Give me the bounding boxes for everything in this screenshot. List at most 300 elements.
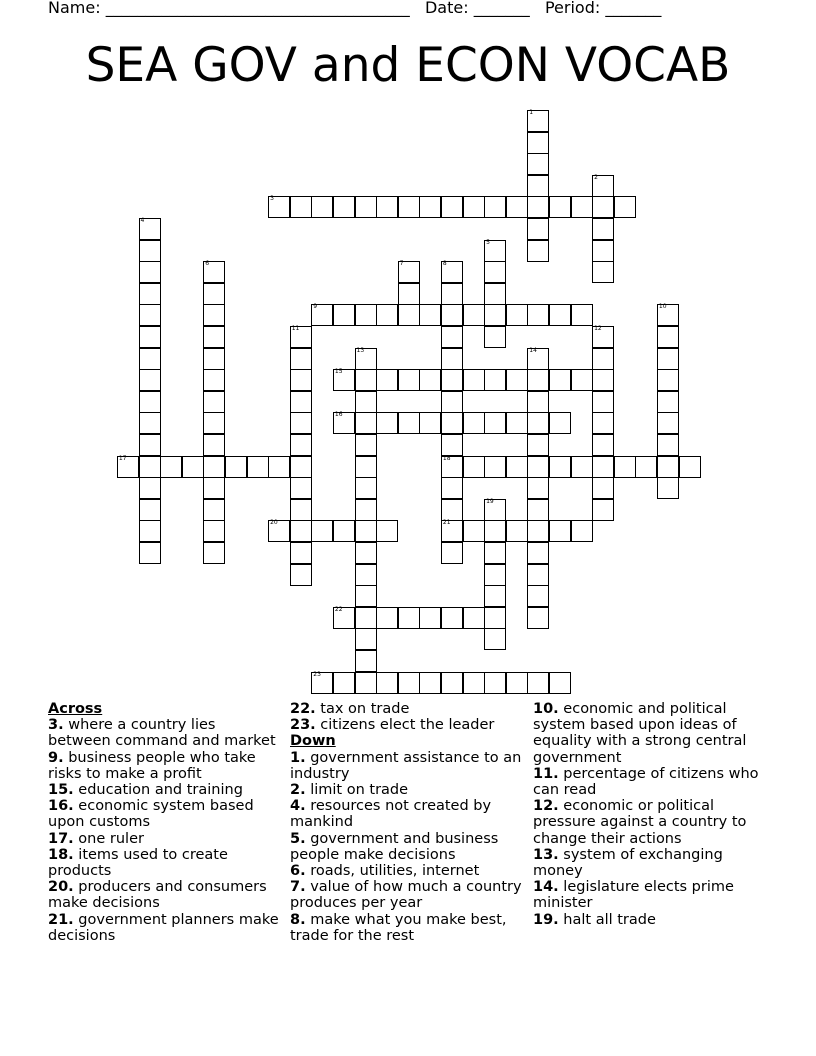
across-clue <box>48 879 280 911</box>
grid-cell[interactable] <box>333 304 355 326</box>
clue-number: 5. <box>290 830 306 847</box>
grid-cell[interactable] <box>484 499 506 521</box>
clue-text: make what you make best, trade for the rest <box>290 911 507 944</box>
grid-cell[interactable] <box>506 304 528 326</box>
grid-cell[interactable] <box>527 585 549 607</box>
grid-cell[interactable] <box>247 456 269 478</box>
grid-cell[interactable] <box>203 391 225 413</box>
grid-cell[interactable] <box>484 283 506 305</box>
grid-cell[interactable] <box>527 607 549 629</box>
grid-cell[interactable] <box>484 304 506 326</box>
grid-cell[interactable] <box>657 412 679 434</box>
grid-cell[interactable] <box>355 412 377 434</box>
grid-cell[interactable] <box>268 456 290 478</box>
grid-cell[interactable] <box>376 520 398 542</box>
grid-cell[interactable] <box>182 456 204 478</box>
grid-cell[interactable] <box>527 542 549 564</box>
down-heading: Down <box>290 733 336 750</box>
clue-text: resources not created by mankind <box>290 798 492 831</box>
grid-cell[interactable] <box>139 304 161 326</box>
grid-cell[interactable] <box>549 456 571 478</box>
grid-cell[interactable] <box>290 412 312 434</box>
clue-text: business people who take risks to make a profit <box>48 749 256 782</box>
grid-cell[interactable] <box>592 175 614 197</box>
across-clue <box>48 912 280 944</box>
grid-cell[interactable] <box>484 412 506 434</box>
grid-cell[interactable] <box>333 196 355 218</box>
date-blank[interactable]: _______ <box>473 0 530 17</box>
grid-cell[interactable] <box>527 564 549 586</box>
grid-cell[interactable] <box>290 542 312 564</box>
grid-cell[interactable] <box>463 607 485 629</box>
grid-cell[interactable] <box>139 434 161 456</box>
clue-number: 15. <box>48 782 74 799</box>
grid-cell[interactable] <box>376 607 398 629</box>
grid-cell[interactable] <box>527 412 549 434</box>
grid-cell[interactable] <box>355 434 377 456</box>
grid-cell[interactable] <box>355 585 377 607</box>
grid-cell[interactable] <box>463 412 485 434</box>
grid-cell[interactable] <box>398 196 420 218</box>
clue-number: 12. <box>533 798 559 815</box>
grid-cell[interactable] <box>441 391 463 413</box>
grid-cell[interactable] <box>419 369 441 391</box>
grid-cell[interactable] <box>376 412 398 434</box>
grid-cell[interactable] <box>355 564 377 586</box>
grid-cell[interactable] <box>139 520 161 542</box>
grid-cell[interactable] <box>376 672 398 694</box>
cell-number: 22 <box>334 605 343 613</box>
clue-number: 22. <box>290 701 316 717</box>
name-blank[interactable]: ______________________________________ <box>105 0 410 17</box>
grid-cell[interactable] <box>549 196 571 218</box>
grid-cell[interactable] <box>463 520 485 542</box>
grid-cell[interactable] <box>441 607 463 629</box>
grid-cell[interactable] <box>290 369 312 391</box>
clue-text: items used to create products <box>48 846 228 880</box>
grid-cell[interactable] <box>592 369 614 391</box>
clues-column-1 <box>48 701 280 944</box>
grid-cell[interactable] <box>527 110 549 132</box>
cell-number: 21 <box>442 519 451 527</box>
grid-cell[interactable] <box>333 607 355 629</box>
grid-cell[interactable] <box>484 326 506 348</box>
grid-cell[interactable] <box>484 520 506 542</box>
clue-number: 2. <box>290 782 306 799</box>
across-clue <box>48 782 280 798</box>
grid-cell[interactable] <box>463 304 485 326</box>
grid-cell[interactable] <box>139 240 161 262</box>
cell-number: 23 <box>313 670 321 678</box>
clue-text: government and business people make decisions <box>290 830 499 863</box>
grid-cell[interactable] <box>355 304 377 326</box>
grid-cell[interactable] <box>398 304 420 326</box>
across-clue <box>48 798 280 830</box>
down-clue <box>533 766 771 798</box>
grid-cell[interactable] <box>484 240 506 262</box>
clue-number: 23. <box>290 717 316 734</box>
grid-cell[interactable] <box>679 456 701 478</box>
grid-cell[interactable] <box>355 542 377 564</box>
clue-number: 16. <box>48 798 74 815</box>
grid-cell[interactable] <box>484 542 506 564</box>
grid-cell[interactable] <box>441 412 463 434</box>
grid-cell[interactable] <box>484 369 506 391</box>
grid-cell[interactable] <box>441 348 463 370</box>
grid-cell[interactable] <box>419 196 441 218</box>
grid-cell[interactable] <box>441 196 463 218</box>
grid-cell[interactable] <box>441 672 463 694</box>
across-clue-list-cont <box>290 701 522 733</box>
grid-cell[interactable] <box>484 585 506 607</box>
grid-cell[interactable] <box>527 456 549 478</box>
grid-cell[interactable] <box>355 520 377 542</box>
clue-number: 3. <box>48 717 64 734</box>
cell-number: 15 <box>334 368 343 376</box>
grid-cell[interactable] <box>592 477 614 499</box>
grid-cell[interactable] <box>203 283 225 305</box>
grid-cell[interactable] <box>527 348 549 370</box>
down-clue-list <box>290 750 522 944</box>
grid-cell[interactable] <box>506 672 528 694</box>
grid-cell[interactable] <box>527 672 549 694</box>
grid-cell[interactable] <box>203 304 225 326</box>
grid-cell[interactable] <box>506 196 528 218</box>
down-clue <box>290 912 522 944</box>
clue-number: 17. <box>48 830 74 847</box>
grid-cell[interactable] <box>657 326 679 348</box>
grid-cell[interactable] <box>441 326 463 348</box>
grid-cell[interactable] <box>376 196 398 218</box>
cell-number: 20 <box>270 519 278 527</box>
grid-cell[interactable] <box>203 348 225 370</box>
grid-cell[interactable] <box>571 369 593 391</box>
grid-cell[interactable] <box>506 412 528 434</box>
down-clue <box>290 782 522 798</box>
grid-cell[interactable] <box>398 283 420 305</box>
across-clue <box>48 847 280 879</box>
grid-cell[interactable] <box>484 607 506 629</box>
clue-text: education and training <box>73 782 243 799</box>
across-clue <box>48 717 280 749</box>
grid-cell[interactable] <box>355 456 377 478</box>
cell-number: 6 <box>205 260 210 268</box>
grid-cell[interactable] <box>398 672 420 694</box>
grid-cell[interactable] <box>419 304 441 326</box>
grid-cell[interactable] <box>614 456 636 478</box>
grid-cell[interactable] <box>527 218 549 240</box>
grid-cell[interactable] <box>139 218 161 240</box>
grid-cell[interactable] <box>463 369 485 391</box>
grid-cell[interactable] <box>398 369 420 391</box>
clue-text: economic system based upon customs <box>48 798 254 831</box>
down-clue-list-cont <box>533 701 771 928</box>
down-clue <box>533 912 771 928</box>
grid-cell[interactable] <box>398 412 420 434</box>
grid-cell[interactable] <box>549 412 571 434</box>
grid-cell[interactable] <box>635 456 657 478</box>
grid-cell[interactable] <box>657 304 679 326</box>
grid-cell[interactable] <box>203 261 225 283</box>
grid-cell[interactable] <box>117 456 139 478</box>
grid-cell[interactable] <box>290 196 312 218</box>
grid-cell[interactable] <box>268 520 290 542</box>
grid-cell[interactable] <box>203 412 225 434</box>
down-clue <box>290 798 522 830</box>
grid-cell[interactable] <box>203 477 225 499</box>
cell-number: 4 <box>140 217 145 224</box>
clue-text: value of how much a country produces per year <box>290 879 522 912</box>
grid-cell[interactable] <box>592 412 614 434</box>
grid-cell[interactable] <box>506 520 528 542</box>
grid-cell[interactable] <box>139 412 161 434</box>
grid-cell[interactable] <box>657 369 679 391</box>
grid-cell[interactable] <box>290 456 312 478</box>
down-clue <box>533 701 771 766</box>
grid-cell[interactable] <box>592 499 614 521</box>
clue-number: 10. <box>533 701 559 717</box>
clue-number: 20. <box>48 879 74 896</box>
clue-number: 11. <box>533 765 559 782</box>
cell-number: 5 <box>486 238 490 246</box>
grid-cell[interactable] <box>527 132 549 154</box>
grid-cell[interactable] <box>333 369 355 391</box>
grid-cell[interactable] <box>355 672 377 694</box>
grid-cell[interactable] <box>376 369 398 391</box>
grid-cell[interactable] <box>614 196 636 218</box>
clue-text: percentage of citizens who can read <box>533 765 759 799</box>
grid-cell[interactable] <box>203 499 225 521</box>
grid-cell[interactable] <box>139 261 161 283</box>
grid-cell[interactable] <box>592 391 614 413</box>
cell-number: 18 <box>442 454 451 462</box>
grid-cell[interactable] <box>549 520 571 542</box>
grid-cell[interactable] <box>419 672 441 694</box>
clue-number: 21. <box>48 911 74 928</box>
grid-cell[interactable] <box>463 196 485 218</box>
clue-text: one ruler <box>73 830 144 847</box>
grid-cell[interactable] <box>139 477 161 499</box>
grid-cell[interactable] <box>203 326 225 348</box>
grid-cell[interactable] <box>290 520 312 542</box>
grid-cell[interactable] <box>592 261 614 283</box>
grid-cell[interactable] <box>139 391 161 413</box>
grid-cell[interactable] <box>398 261 420 283</box>
cell-number: 19 <box>486 497 494 505</box>
clue-text: tax on trade <box>315 701 410 717</box>
cell-number: 16 <box>334 411 343 419</box>
grid-cell[interactable] <box>290 391 312 413</box>
grid-cell[interactable] <box>527 520 549 542</box>
name-label: Name: <box>48 0 101 17</box>
grid-cell[interactable] <box>355 391 377 413</box>
grid-cell[interactable] <box>333 520 355 542</box>
grid-cell[interactable] <box>355 348 377 370</box>
grid-cell[interactable] <box>527 434 549 456</box>
cell-number: 8 <box>442 260 447 268</box>
grid-cell[interactable] <box>441 499 463 521</box>
grid-cell[interactable] <box>592 218 614 240</box>
grid-cell[interactable] <box>139 542 161 564</box>
grid-cell[interactable] <box>549 672 571 694</box>
grid-cell[interactable] <box>441 477 463 499</box>
grid-cell[interactable] <box>571 456 593 478</box>
grid-cell[interactable] <box>571 304 593 326</box>
period-blank[interactable]: _______ <box>605 0 662 17</box>
grid-cell[interactable] <box>290 348 312 370</box>
grid-cell[interactable] <box>484 564 506 586</box>
down-clue <box>290 750 522 782</box>
grid-cell[interactable] <box>160 456 182 478</box>
grid-cell[interactable] <box>463 456 485 478</box>
cell-number: 7 <box>399 260 404 268</box>
grid-cell[interactable] <box>355 650 377 672</box>
clue-number: 7. <box>290 879 306 896</box>
grid-cell[interactable] <box>441 369 463 391</box>
grid-cell[interactable] <box>484 628 506 650</box>
grid-cell[interactable] <box>463 672 485 694</box>
grid-cell[interactable] <box>527 499 549 521</box>
grid-cell[interactable] <box>139 283 161 305</box>
clue-text: roads, utilities, internet <box>305 863 480 880</box>
grid-cell[interactable] <box>527 153 549 175</box>
grid-cell[interactable] <box>419 607 441 629</box>
grid-cell[interactable] <box>139 499 161 521</box>
grid-cell[interactable] <box>355 628 377 650</box>
grid-cell[interactable] <box>592 196 614 218</box>
grid-cell[interactable] <box>311 520 333 542</box>
grid-cell[interactable] <box>592 240 614 262</box>
clue-number: 6. <box>290 863 306 880</box>
grid-cell[interactable] <box>527 175 549 197</box>
clue-text: where a country lies between command and market <box>48 717 276 750</box>
grid-cell[interactable] <box>139 326 161 348</box>
grid-cell[interactable] <box>311 672 333 694</box>
grid-cell[interactable] <box>441 283 463 305</box>
cell-number: 12 <box>594 325 602 332</box>
down-clue <box>290 879 522 911</box>
grid-cell[interactable] <box>225 456 247 478</box>
grid-cell[interactable] <box>290 326 312 348</box>
grid-cell[interactable] <box>527 304 549 326</box>
cell-number: 14 <box>529 346 537 354</box>
grid-cell[interactable] <box>311 196 333 218</box>
cell-number: 2 <box>594 173 598 181</box>
grid-cell[interactable] <box>268 196 290 218</box>
grid-cell[interactable] <box>549 369 571 391</box>
cell-number: 1 <box>529 109 534 116</box>
grid-cell[interactable] <box>355 477 377 499</box>
grid-cell[interactable] <box>484 456 506 478</box>
grid-cell[interactable] <box>571 196 593 218</box>
grid-cell[interactable] <box>441 542 463 564</box>
clue-text: limit on trade <box>305 782 409 799</box>
clue-number: 18. <box>48 846 74 863</box>
grid-cell[interactable] <box>592 434 614 456</box>
grid-cell[interactable] <box>657 456 679 478</box>
grid-cell[interactable] <box>527 369 549 391</box>
grid-cell[interactable] <box>592 348 614 370</box>
clue-number: 19. <box>533 911 559 928</box>
grid-cell[interactable] <box>441 434 463 456</box>
clue-text: economic or political pressure against a country to change their actions <box>533 798 747 847</box>
grid-cell[interactable] <box>527 240 549 262</box>
grid-cell[interactable] <box>592 326 614 348</box>
across-clue <box>290 701 522 717</box>
grid-cell[interactable] <box>527 477 549 499</box>
grid-cell[interactable] <box>355 196 377 218</box>
grid-cell[interactable] <box>203 520 225 542</box>
clue-number: 4. <box>290 798 306 815</box>
grid-cell[interactable] <box>203 542 225 564</box>
grid-cell[interactable] <box>484 261 506 283</box>
grid-cell[interactable] <box>139 348 161 370</box>
cell-number: 9 <box>313 303 318 311</box>
grid-cell[interactable] <box>506 456 528 478</box>
down-clue <box>290 831 522 863</box>
grid-cell[interactable] <box>355 369 377 391</box>
grid-cell[interactable] <box>441 456 463 478</box>
grid-cell[interactable] <box>527 391 549 413</box>
grid-cell[interactable] <box>139 369 161 391</box>
cell-number: 3 <box>270 195 274 203</box>
grid-cell[interactable] <box>484 672 506 694</box>
grid-cell[interactable] <box>311 304 333 326</box>
grid-cell[interactable] <box>290 499 312 521</box>
clues-column-2 <box>290 701 522 944</box>
grid-cell[interactable] <box>441 520 463 542</box>
grid-cell[interactable] <box>203 369 225 391</box>
across-clue <box>48 831 280 847</box>
clue-text: halt all trade <box>558 911 656 928</box>
grid-cell[interactable] <box>441 304 463 326</box>
grid-cell[interactable] <box>657 391 679 413</box>
clue-number: 8. <box>290 911 306 928</box>
across-clue-list <box>48 717 280 944</box>
grid-cell[interactable] <box>398 607 420 629</box>
clue-text: economic and political system based upon ideas of equality with a strong central government <box>533 701 747 766</box>
grid-cell[interactable] <box>657 477 679 499</box>
clue-text: system of exchanging money <box>533 846 723 880</box>
grid-cell[interactable] <box>549 304 571 326</box>
grid-cell[interactable] <box>571 520 593 542</box>
grid-cell[interactable] <box>484 196 506 218</box>
grid-cell[interactable] <box>419 412 441 434</box>
grid-cell[interactable] <box>657 434 679 456</box>
grid-cell[interactable] <box>290 477 312 499</box>
grid-cell[interactable] <box>203 434 225 456</box>
across-clue <box>290 717 522 733</box>
clue-text: producers and consumers make decisions <box>48 879 267 912</box>
grid-cell[interactable] <box>527 196 549 218</box>
grid-cell[interactable] <box>592 456 614 478</box>
grid-cell[interactable] <box>376 304 398 326</box>
down-clue <box>290 863 522 879</box>
grid-cell[interactable] <box>441 261 463 283</box>
grid-cell[interactable] <box>333 672 355 694</box>
cell-number: 13 <box>356 346 365 354</box>
grid-cell[interactable] <box>355 607 377 629</box>
grid-cell[interactable] <box>355 499 377 521</box>
grid-cell[interactable] <box>657 348 679 370</box>
grid-cell[interactable] <box>290 564 312 586</box>
grid-cell[interactable] <box>203 456 225 478</box>
grid-cell[interactable] <box>139 456 161 478</box>
grid-cell[interactable] <box>506 369 528 391</box>
grid-cell[interactable] <box>290 434 312 456</box>
clue-number: 13. <box>533 846 559 863</box>
grid-cell[interactable] <box>333 412 355 434</box>
